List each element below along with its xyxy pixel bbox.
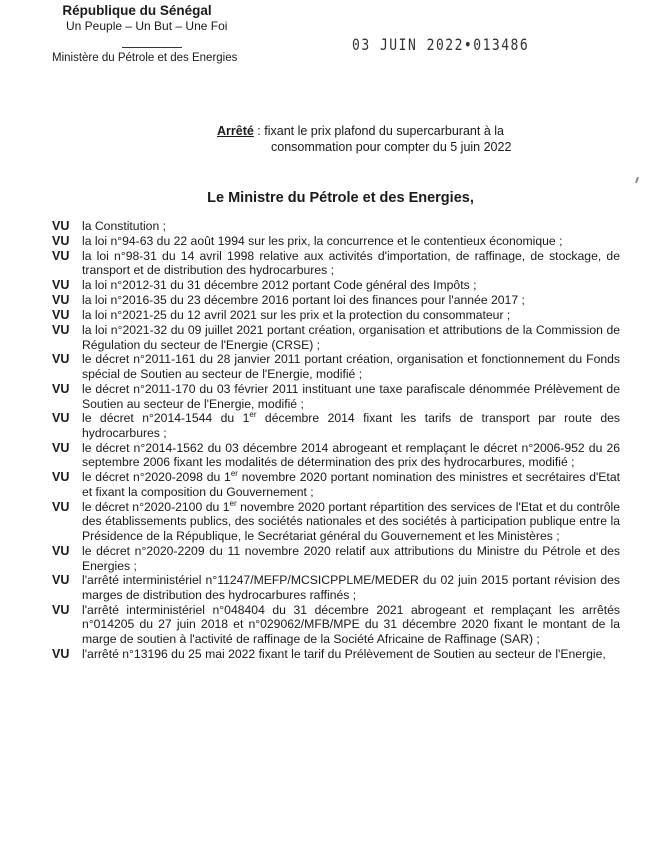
vu-item — [52, 249, 620, 278]
vu-item — [52, 603, 620, 647]
header-left — [62, 2, 262, 34]
vu-text: le décret n°2011-161 du 28 janvier 2011 portant création, organisation et fonctionnement du Fonds spécial de Soutien au secteur de l'Energie, modifié ; — [82, 352, 620, 382]
vu-marker: VU — [52, 293, 70, 308]
vu-text-sup: er — [229, 498, 237, 508]
vu-item — [52, 411, 620, 440]
vu-text: le décret n°2020-2209 du 11 novembre 2020 relatif aux attributions du Ministre du Pétrole et des Energies ; — [82, 543, 620, 573]
vu-marker: VU — [52, 381, 70, 396]
national-motto: Un Peuple – Un But – Une Foi — [66, 19, 228, 33]
vu-text: la loi n°2012-31 du 31 décembre 2012 portant Code général des Impôts ; — [82, 278, 477, 293]
vu-item — [52, 278, 620, 293]
vu-marker: VU — [52, 646, 70, 661]
vu-item — [52, 323, 620, 352]
vu-marker: VU — [52, 440, 70, 455]
arrete-line-1: : fixant le prix plafond du supercarburant à la — [253, 124, 504, 138]
vu-marker: VU — [52, 322, 70, 337]
vu-text-sup: er — [230, 469, 238, 479]
vu-item — [52, 352, 620, 381]
vu-text-sup: er — [249, 410, 257, 420]
vu-text: l'arrêté n°13196 du 25 mai 2022 fixant le tarif du Prélèvement de Soutien au secteur de l'Energie, — [82, 646, 606, 661]
vu-item — [52, 234, 620, 249]
vu-text: le décret n°2011-170 du 03 février 2011 instituant une taxe parafiscale dénommée Prélèvement de Soutien au secteur de l'Energie, modifié ; — [82, 381, 620, 411]
vu-marker: VU — [52, 219, 70, 233]
vu-text: le décret n°2014-1562 du 03 décembre 2014 abrogeant et remplaçant le décret n°2006-952 du 26 septembre 2006 fixant les modalités de détermination des prix des hydrocarbures, modifié ; — [82, 440, 620, 470]
vu-marker: VU — [52, 543, 70, 558]
vu-item — [52, 441, 620, 470]
ministry-divider — [122, 47, 182, 48]
vu-item — [52, 573, 620, 602]
vu-text: la loi n°2021-25 du 12 avril 2021 sur les prix et la protection du consommateur ; — [82, 308, 511, 323]
vu-marker: VU — [52, 470, 70, 485]
vu-marker: VU — [52, 602, 70, 617]
arrete-line-2: consommation pour compter du 5 juin 2022 — [271, 140, 512, 154]
vu-item — [52, 544, 620, 573]
vu-text-pre: le décret n°2020-2100 du 1 — [82, 499, 230, 514]
vu-item — [52, 219, 620, 234]
vu-marker: VU — [52, 308, 70, 323]
vu-text — [82, 470, 620, 499]
vu-marker: VU — [52, 278, 70, 293]
vu-marker: VU — [52, 233, 70, 248]
vu-item — [52, 470, 620, 499]
vu-text: la loi n°94-63 du 22 août 1994 sur les prix, la concurrence et le contentieux économique ; — [82, 233, 563, 248]
arrete-label: Arrêté — [217, 124, 254, 138]
republic-name: République du Sénégal — [62, 3, 212, 18]
vu-text-pre: le décret n°2014-1544 du 1 — [82, 411, 250, 426]
vu-text — [82, 411, 620, 440]
vu-item — [52, 293, 620, 308]
vu-text: la loi n°98-31 du 14 avril 1998 relative aux activités d'importation, de raffinage, de stockage, de transport et de distribution des hydrocarbures ; — [82, 248, 620, 278]
vu-text: l'arrêté interministériel n°048404 du 31 décembre 2021 abrogeant et remplaçant les arrêtés n°014205 du 27 juin 2018 et n°029062/MFB/MPE du 31 décembre 2020 fixant le montant de la marge de soutien à l'activité de raffinage de la Société Africaine de Raffinage (SAR) ; — [82, 602, 620, 647]
vu-text-post: novembre 2020 portant répartition des services de l'Etat et du contrôle des établissements publics, des sociétés nationales et des sociétés à participation publique entre la Présidence de la République, le Secrétariat général du Gouvernement et les Ministères ; — [82, 499, 620, 544]
vu-item — [52, 500, 620, 544]
vu-text-post: novembre 2020 portant nomination des ministres et secrétaires d'Etat et fixant la composition du Gouvernement ; — [82, 470, 620, 499]
vu-marker: VU — [52, 248, 70, 263]
vu-text: la loi n°2016-35 du 23 décembre 2016 portant loi des finances pour l'année 2017 ; — [82, 293, 525, 308]
scan-speck — [635, 177, 639, 183]
vu-marker: VU — [52, 499, 70, 514]
vu-marker: VU — [52, 352, 70, 367]
arrete-subject — [217, 123, 577, 155]
vu-marker: VU — [52, 411, 70, 426]
vu-item — [52, 382, 620, 411]
ministry-name: Ministère du Pétrole et des Energies — [52, 52, 238, 64]
vu-text: l'arrêté interministériel n°11247/MEFP/MCSICPPLME/MEDER du 02 juin 2015 portant révision des marges de distribution des hydrocarbures raffinés ; — [82, 573, 620, 602]
vu-item — [52, 308, 620, 323]
vu-list — [52, 219, 620, 662]
vu-text: la loi n°2021-32 du 09 juillet 2021 portant création, organisation et attributions de la Commission de Régulation du secteur de l'Energie (CRSE) ; — [82, 322, 620, 352]
vu-marker: VU — [52, 573, 70, 588]
vu-item — [52, 647, 620, 662]
minister-title: Le Ministre du Pétrole et des Energies, — [207, 190, 474, 206]
vu-text: la Constitution ; — [82, 219, 167, 233]
vu-text-pre: le décret n°2020-2098 du 1 — [82, 470, 231, 485]
vu-text-post: décembre 2014 fixant les tarifs de transport par route des hydrocarbures ; — [82, 411, 620, 440]
date-reference-stamp: 03 JUIN 2022•013486 — [352, 36, 530, 55]
vu-text — [82, 500, 620, 544]
